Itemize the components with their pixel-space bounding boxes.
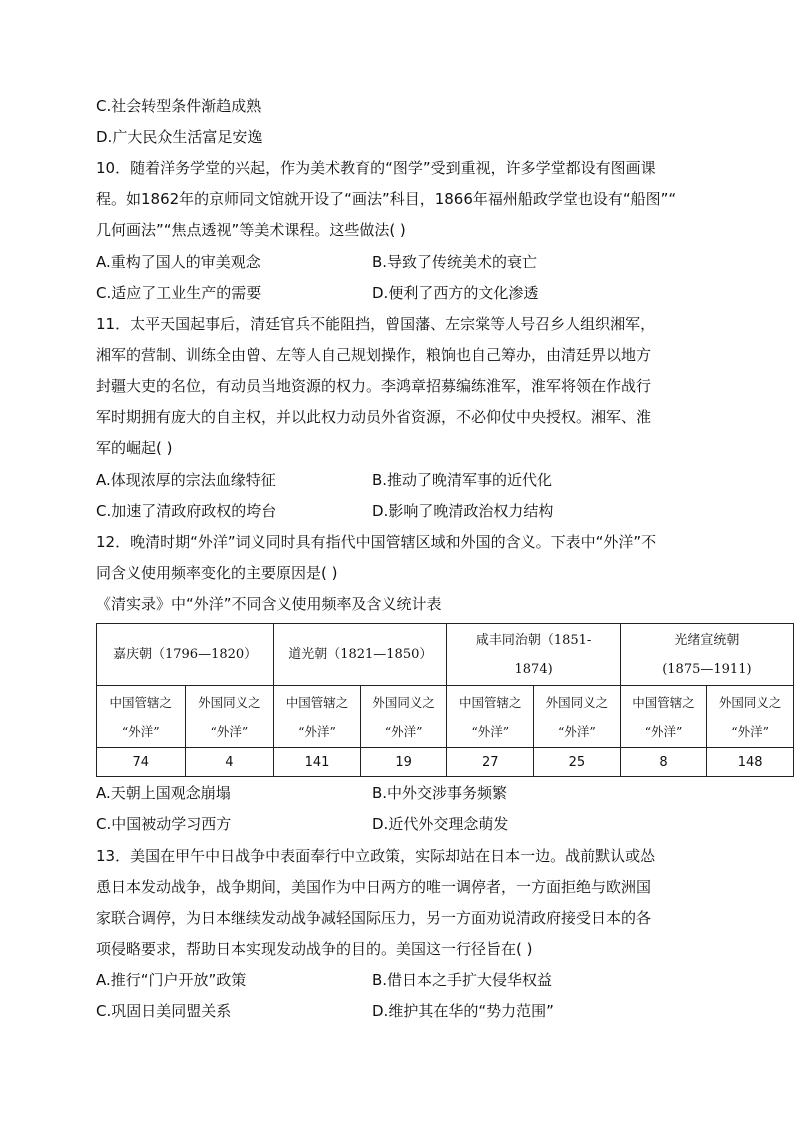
- q10-option-d: D.便利了西方的文化渗透: [372, 284, 539, 302]
- q13-stem-line: 项侵略要求，帮助日本实现发动战争的目的。美国这一行径旨在( ): [96, 940, 533, 958]
- prev-option-d: D.广大民众生活富足安逸: [96, 128, 263, 146]
- waiyang-frequency-table: [96, 623, 794, 777]
- prev-option-c: C.社会转型条件渐趋成熟: [96, 97, 262, 115]
- table-cell: 141: [274, 748, 361, 777]
- q11-option-d: D.影响了晚清政治权力结构: [372, 502, 554, 520]
- subheader-china-jurisdiction: 中国管辖之 “外洋”: [447, 686, 534, 748]
- q13-option-d: D.维护其在华的“势力范围”: [372, 1002, 554, 1020]
- q13-stem-line: 家联合调停，为日本继续发动战争减轻国际压力，另一方面劝说清政府接受日本的各: [96, 909, 652, 927]
- q12-stem-line: 同含义使用频率变化的主要原因是( ): [96, 564, 338, 582]
- period-header-guangxu-xuantong: 光绪宣统朝 (1875—1911): [620, 624, 793, 686]
- table-cell: 4: [185, 748, 274, 777]
- q10-option-b: B.导致了传统美术的衰亡: [372, 253, 538, 271]
- subheader-foreign-synonym: 外国同义之 “外洋”: [360, 686, 447, 748]
- q11-stem-line: 湘军的营制、训练全由曾、左等人自己规划操作，粮饷也自己筹办，由清廷畀以地方: [96, 346, 652, 364]
- q12-option-b: B.中外交涉事务频繁: [372, 784, 508, 802]
- period-header-daoguang: 道光朝（1821—1850）: [274, 624, 447, 686]
- q12-option-d: D.近代外交理念萌发: [372, 815, 509, 833]
- q13-option-c: C.巩固日美同盟关系: [96, 1002, 232, 1020]
- table-cell: 25: [534, 748, 621, 777]
- table-cell: 19: [360, 748, 447, 777]
- q10-option-c: C.适应了工业生产的需要: [96, 284, 262, 302]
- q12-option-a: A.天朝上国观念崩塌: [96, 784, 231, 802]
- q10-option-a: A.重构了国人的审美观念: [96, 253, 261, 271]
- subheader-foreign-synonym: 外国同义之 “外洋”: [534, 686, 621, 748]
- q11-stem-line: 11．太平天国起事后，清廷官兵不能阻挡，曾国藩、左宗棠等人号召乡人组织湘军，: [96, 315, 656, 333]
- q12-table-title: 《清实录》中“外洋”不同含义使用频率及含义统计表: [96, 595, 442, 613]
- q13-stem-line: 13．美国在甲午中日战争中表面奉行中立政策，实际却站在日本一边。战前默认或怂: [96, 847, 656, 865]
- table-cell: 74: [97, 748, 186, 777]
- q11-option-a: A.体现浓厚的宗法血缘特征: [96, 471, 276, 489]
- period-header-jiaqing: 嘉庆朝（1796—1820）: [97, 624, 274, 686]
- q13-option-a: A.推行“门户开放”政策: [96, 971, 247, 989]
- table-header-row: [97, 624, 794, 686]
- subheader-foreign-synonym: 外国同义之 “外洋”: [707, 686, 794, 748]
- q10-stem-line: 程。如1862年的京师同文馆就开设了“画法”科目，1866年福州船政学堂也设有“船图”“: [96, 190, 677, 208]
- table-cell: 148: [707, 748, 794, 777]
- subheader-foreign-synonym: 外国同义之 “外洋”: [185, 686, 274, 748]
- q13-stem-line: 恿日本发动战争，战争期间，美国作为中日两方的唯一调停者，一方面拒绝与欧洲国: [96, 878, 652, 896]
- q10-stem-line: 10．随着洋务学堂的兴起，作为美术教育的“图学”受到重视，许多学堂都设有图画课: [96, 159, 656, 177]
- table-values-row: [97, 748, 794, 777]
- subheader-china-jurisdiction: 中国管辖之 “外洋”: [620, 686, 707, 748]
- subheader-china-jurisdiction: 中国管辖之 “外洋”: [274, 686, 361, 748]
- q13-option-b: B.借日本之手扩大侵华权益: [372, 971, 553, 989]
- q11-option-c: C.加速了清政府政权的垮台: [96, 502, 277, 520]
- subheader-china-jurisdiction: 中国管辖之 “外洋”: [97, 686, 186, 748]
- table-cell: 27: [447, 748, 534, 777]
- q11-option-b: B.推动了晚清军事的近代化: [372, 471, 553, 489]
- table-cell: 8: [620, 748, 707, 777]
- table-subheader-row: [97, 686, 794, 748]
- q12-option-c: C.中国被动学习西方: [96, 815, 232, 833]
- q11-stem-line: 军时期拥有庞大的自主权，并以此权力动员外省资源，不必仰仗中央授权。湘军、淮: [96, 408, 652, 426]
- q12-stem-line: 12．晚清时期“外洋”词义同时具有指代中国管辖区域和外国的含义。下表中“外洋”不: [96, 533, 657, 551]
- q10-stem-line: 几何画法”“焦点透视”等美术课程。这些做法( ): [96, 221, 406, 239]
- q11-stem-line: 封疆大吏的名位，有动员当地资源的权力。李鸿章招募编练淮军，淮军将领在作战行: [96, 377, 652, 395]
- period-header-xianfeng-tongzhi: 咸丰同治朝（1851- 1874): [447, 624, 620, 686]
- q11-stem-line: 军的崛起( ): [96, 439, 173, 457]
